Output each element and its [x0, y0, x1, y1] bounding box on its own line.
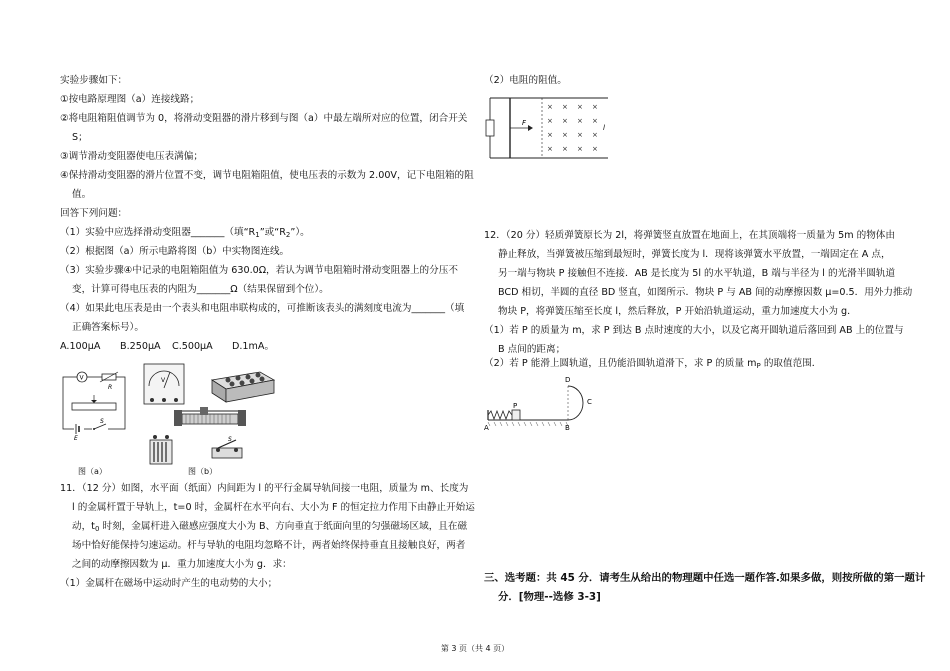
option-a: A.100μA	[60, 341, 101, 352]
problem-12-line-5: 物块 P，将弹簧压缩至长度 l，然后释放，P 开始沿轨道运动，重力加速度大小为 g．	[498, 306, 857, 317]
resistor-label-r: R	[108, 384, 113, 391]
question-3-cont: 变，计算可得电压表的内阻为_______Ω（结果保留到个位）。	[72, 284, 329, 295]
question-1: （1）实验中应选择滑动变阻器_______（填“$R_1$”或“$R_2$”）。	[60, 227, 310, 239]
figure-a-caption: 图（a）	[78, 467, 107, 476]
problem-11-question-1: （1）金属杆在磁场中运动时产生的电动势的大小；	[60, 578, 278, 589]
spring	[488, 411, 512, 419]
svg-text:×: ×	[577, 145, 583, 153]
svg-text:×: ×	[562, 145, 568, 153]
svg-text:×: ×	[562, 131, 568, 139]
svg-text:×: ×	[592, 131, 598, 139]
section-3-line-2: 分．[物理--选修 3-3]	[498, 591, 601, 603]
step-4-cont: 值。	[72, 189, 92, 200]
resistor	[486, 120, 494, 136]
problem-12-line-2: 静止释放，当弹簧被压缩到最短时，弹簧长度为 l．现将该弹簧水平放置，一端固定在 A 点，	[498, 249, 891, 260]
problem-11-line-5: 之间的动摩擦因数为 μ．重力加速度大小为 g．求：	[72, 559, 292, 570]
problem-12-question-2: （2）若 P 能滑上圆轨道，且仍能沿圆轨道滑下，求 P 的质量 $m_P$ 的取值范围．	[484, 358, 822, 370]
step-3: ③调节滑动变阻器使电压表满偏；	[60, 151, 203, 162]
option-d: D.1mA。	[232, 341, 275, 352]
circuit-diagram-a	[58, 365, 138, 440]
svg-text:×: ×	[547, 131, 553, 139]
block-p	[512, 410, 520, 420]
step-1: ①按电路原理图（a）连接线路；	[60, 94, 200, 105]
svg-text:×: ×	[562, 103, 568, 111]
svg-text:×: ×	[592, 103, 598, 111]
label-p: P	[513, 402, 518, 410]
svg-text:×: ×	[577, 117, 583, 125]
voltmeter-device	[144, 364, 184, 404]
label-b: B	[565, 424, 570, 432]
problem-11-line-4: 场中恰好能保持匀速运动。杆与导轨的电阻均忽略不计，两者始终保持垂直且接触良好，两者	[72, 540, 466, 551]
problem-12-line-4: BCD 相切，半圆的直径 BD 竖直，如图所示．物块 P 与 AB 间的动摩擦因数 μ=0.5．用外力推动	[498, 287, 913, 298]
svg-text:V: V	[161, 377, 166, 384]
semicircle-track	[568, 386, 583, 420]
magnetic-field-diagram	[484, 92, 614, 162]
field-crosses	[547, 103, 598, 153]
page-footer: 第 3 页（共 4 页）	[440, 644, 510, 653]
label-a: A	[484, 424, 489, 432]
battery-label-e: E	[74, 435, 78, 440]
question-2: （2）根据图（a）所示电路将图（b）中实物图连线。	[60, 246, 290, 257]
svg-text:×: ×	[547, 103, 553, 111]
svg-text:×: ×	[547, 117, 553, 125]
track-diagram	[484, 370, 604, 432]
resistance-box	[212, 372, 274, 402]
svg-text:×: ×	[577, 131, 583, 139]
question-4-cont: 正确答案标号）。	[72, 322, 144, 333]
force-label: F	[522, 119, 527, 127]
problem-12-line-1: 12．（20 分）轻质弹簧原长为 2l，将弹簧竖直放置在地面上，在其顶端将一质量为 5m 的物体由	[484, 230, 895, 241]
section-3-line-1: 三、选考题：共 45 分．请考生从给出的物理题中任选一题作答.如果多做，则按所做的第一题计	[484, 572, 926, 584]
svg-text:×: ×	[562, 117, 568, 125]
option-b: B.250μA	[120, 341, 161, 352]
problem-11-line-3: 动，$t_0$ 时刻，金属杆进入磁感应强度大小为 B、方向垂直于纸面向里的匀强磁场区域，且在磁	[72, 521, 468, 533]
steps-title: 实验步骤如下：	[60, 75, 128, 86]
voltmeter-label-v: V	[79, 374, 84, 382]
svg-text:×: ×	[577, 103, 583, 111]
problem-12-question-1: （1）若 P 的质量为 m，求 P 到达 B 点时速度的大小，以及它离开圆轨道后落回到 AB 上的位置与	[484, 325, 904, 336]
label-c: C	[587, 398, 592, 406]
question-4: （4）如果此电压表是由一个表头和电阻串联构成的，可推断该表头的满刻度电流为_______（填	[60, 303, 465, 314]
step-2: ②将电阻箱阻值调节为 0，将滑动变阻器的滑片移到与图（a）中最左端所对应的位置，闭合开关	[60, 113, 468, 124]
svg-text:×: ×	[547, 145, 553, 153]
problem-11-line-2: l 的金属杆置于导轨上，t=0 时，金属杆在水平向右、大小为 F 的恒定拉力作用下由静止开始运	[72, 502, 475, 513]
problem-12-question-1-cont: B 点间的距离；	[498, 344, 566, 355]
figure-b-caption: 图（b）	[188, 467, 218, 476]
svg-text:×: ×	[592, 145, 598, 153]
switch-device	[212, 436, 242, 458]
svg-text:S: S	[228, 436, 232, 443]
switch-label-s: S	[100, 418, 104, 425]
option-c: C.500μA	[172, 341, 213, 352]
question-3: （3）实验步骤④中记录的电阻箱阻值为 630.0Ω，若认为调节电阻箱时滑动变阻器上的分压不	[60, 265, 458, 276]
label-d: D	[565, 376, 571, 384]
step-2-cont: S；	[72, 132, 88, 143]
step-4: ④保持滑动变阻器的滑片位置不变，调节电阻箱阻值，使电压表的示数为 2.00V，记下电阻箱的阻	[60, 170, 474, 181]
spacing-label: l	[603, 124, 605, 132]
problem-12-line-3: 另一端与物块 P 接触但不连接．AB 是长度为 5l 的水平轨道，B 端与半径为 l 的光滑半圆轨道	[498, 268, 896, 279]
sliding-rheostat	[174, 407, 246, 426]
problem-11-line-1: 11．（12 分）如图，水平面（纸面）内间距为 l 的平行金属导轨间接一电阻，质量为 m、长度为	[60, 483, 469, 494]
battery-device	[150, 435, 172, 464]
answer-title: 回答下列问题：	[60, 208, 128, 219]
problem-11-question-2: （2）电阻的阻值。	[484, 75, 567, 86]
apparatus-diagram-b	[140, 362, 280, 467]
svg-text:×: ×	[592, 117, 598, 125]
